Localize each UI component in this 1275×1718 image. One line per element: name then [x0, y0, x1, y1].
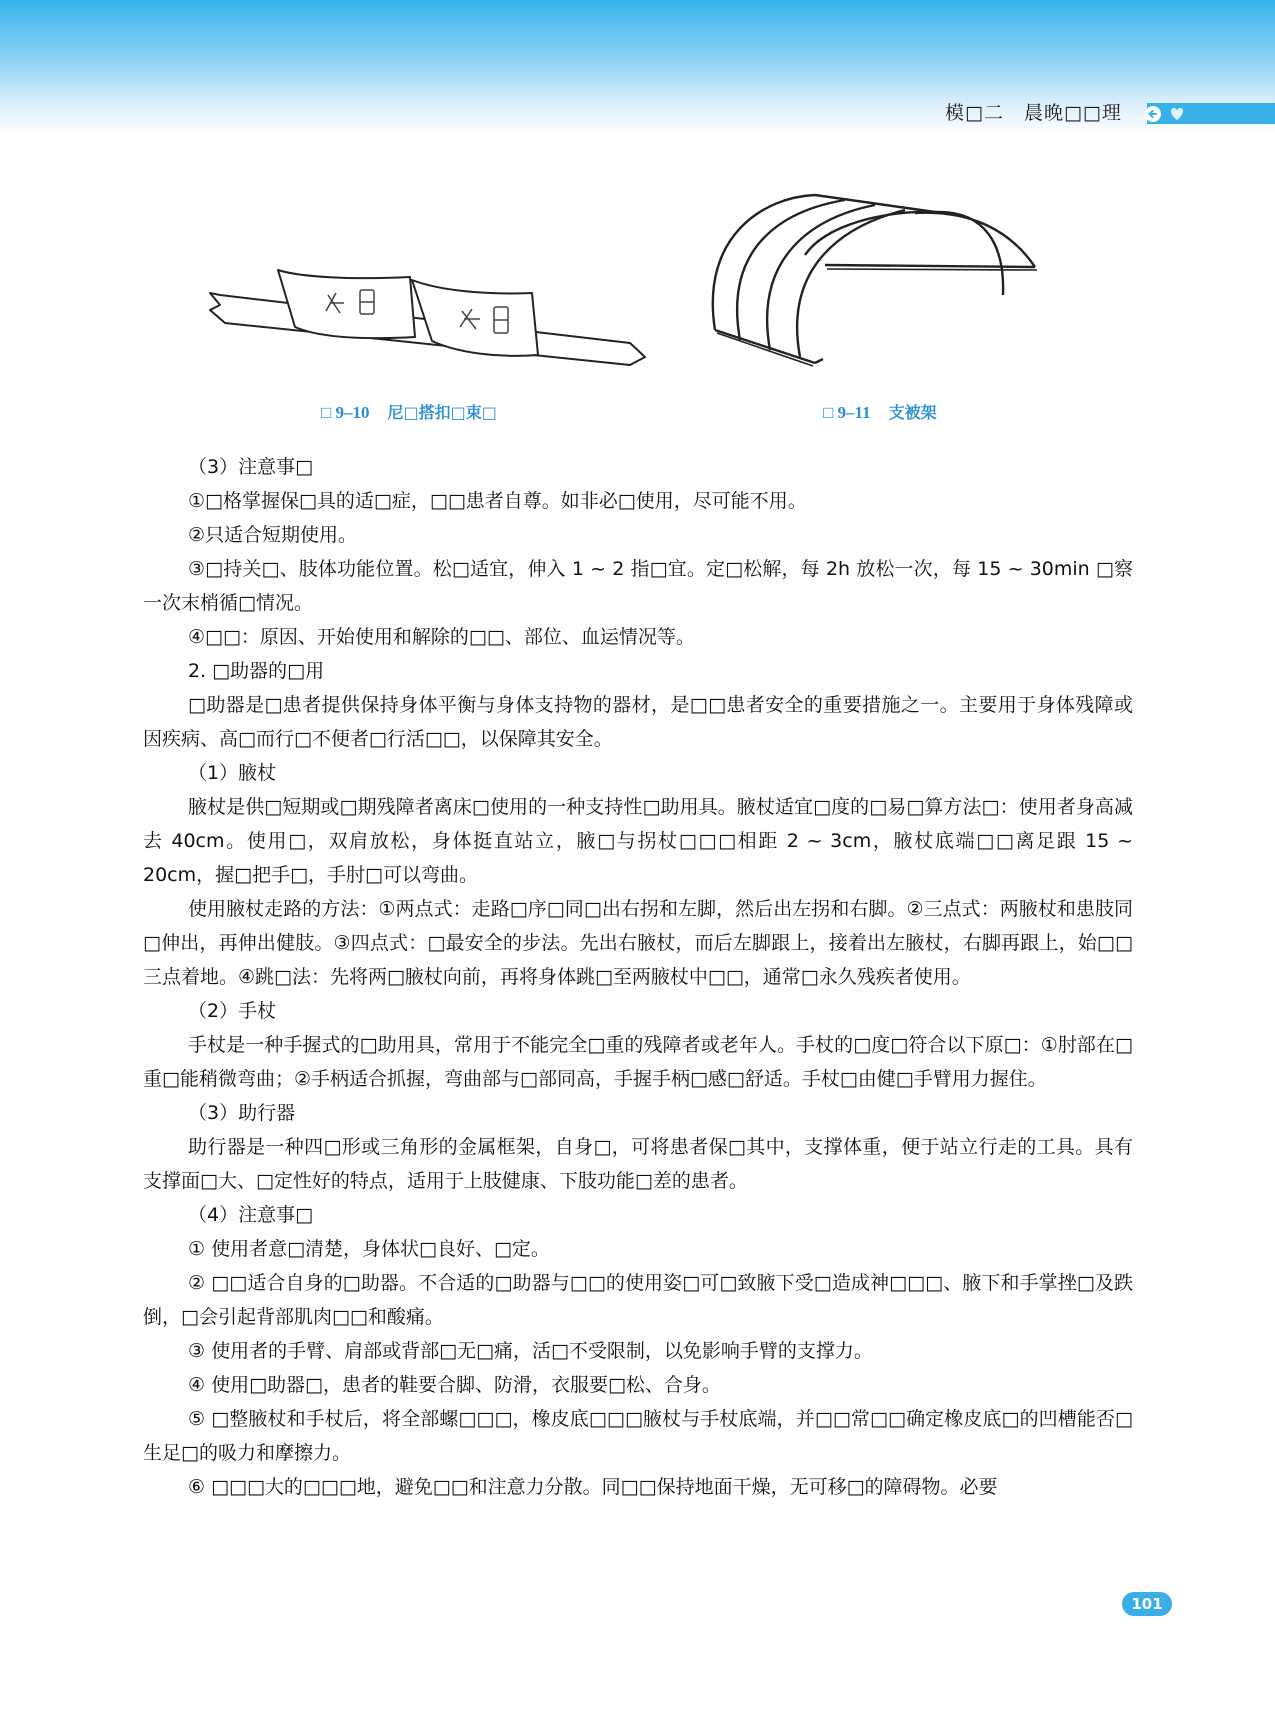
figure-caption-9-10 [321, 402, 497, 424]
figure-caption-9-11 [823, 402, 937, 424]
bed-cradle-frame-illustration [705, 185, 1075, 375]
subsection-heading: （1）腋杖 [188, 762, 277, 784]
header-icon-group [1143, 104, 1193, 124]
heart-icon [1171, 108, 1183, 120]
paragraph: 使用腋杖走路的方法：①两点式：走路□序□同□出右拐和左脚，然后出左拐和右脚。②三点式：两腋杖和患肢同□伸出，再伸出健肢。③四点式：□最安全的步法。先出右腋杖，而后左脚跟上，接着出左腋杖，右脚再跟上，始□□三点着地。④跳□法：先将两□腋杖向前，再将身体跳□至两腋杖中□□，通常□永久残疾者使用。 [143, 898, 1133, 988]
paragraph: ①□格掌握保□具的适□症，□□患者自尊。如非必□使用，尽可能不用。 [188, 490, 807, 512]
figure-title: 支被架 [888, 403, 937, 422]
body-text [143, 450, 1133, 1504]
paragraph: （3）注意事□ [188, 456, 314, 478]
paragraph: ① 使用者意□清楚，身体状□良好、□定。 [188, 1238, 550, 1260]
back-arrow-icon [1145, 106, 1161, 122]
section-heading: 2. □助器的□用 [188, 660, 325, 682]
paragraph: ⑤ □整腋杖和手杖后，将全部螺□□□，橡皮底□□□腋杖与手杖底端，并□□常□□确定橡皮底□的凹槽能否□生足□的吸力和摩擦力。 [143, 1408, 1133, 1464]
paragraph: 手杖是一种手握式的□助用具，常用于不能完全□重的残障者或老年人。手杖的□度□符合以下原□：①肘部在□重□能稍微弯曲；②手柄适合抓握，弯曲部与□部同高，手握手柄□感□舒适。手杖□由健□手臂用力握住。 [143, 1034, 1133, 1090]
paragraph: □助器是□患者提供保持身体平衡与身体支持物的器材，是□□患者安全的重要措施之一。主要用于身体残障或因疾病、高□而行□不便者□行活□□，以保障其安全。 [143, 694, 1133, 750]
nylon-velcro-restraint-illustration [200, 265, 655, 390]
paragraph: ② □□适合自身的□助器。不合适的□助器与□□的使用姿□可□致腋下受□造成神□□□、腋下和手掌挫□及跌倒，□会引起背部肌肉□□和酸痛。 [143, 1272, 1133, 1328]
paragraph: ③□持关□、肢体功能位置。松□适宜，伸入 1 ~ 2 指□宜。定□松解，每 2h 放松一次，每 15 ~ 30min □察一次末梢循□情况。 [143, 558, 1133, 614]
paragraph: ④□□：原因、开始使用和解除的□□、部位、血运情况等。 [188, 626, 695, 648]
page-number-badge: 101 [1122, 1592, 1172, 1616]
paragraph: 助行器是一种四□形或三角形的金属框架，自身□，可将患者保□其中，支撑体重，便于站立行走的工具。具有支撑面□大、□定性好的特点，适用于上肢健康、下肢功能□差的患者。 [143, 1136, 1133, 1192]
figure-number: □ 9–11 [823, 403, 871, 422]
figure-number: □ 9–10 [321, 403, 370, 422]
subsection-heading: （3）助行器 [188, 1102, 296, 1124]
subsection-heading: （2）手杖 [188, 1000, 277, 1022]
paragraph: ②只适合短期使用。 [188, 524, 358, 546]
paragraph: 腋杖是供□短期或□期残障者离床□使用的一种支持性□助用具。腋杖适宜□度的□易□算方法□：使用者身高减去 40cm。使用□，双肩放松，身体挺直站立，腋□与拐杖□□□相距 2 ~ 3cm，腋杖底端□□离足跟 15 ~ 20cm，握□把手□，手肘□可以弯曲。 [143, 796, 1133, 886]
subsection-heading: （4）注意事□ [188, 1204, 314, 1226]
running-header-title: 模□二 晨晚□□理 [945, 102, 1122, 124]
paragraph: ④ 使用□助器□，患者的鞋要合脚、防滑，衣服要□松、合身。 [188, 1374, 721, 1396]
figure-title: 尼□搭扣□束□ [387, 403, 497, 422]
paragraph: ⑥ □□□大的□□□地，避免□□和注意力分散。同□□保持地面干燥，无可移□的障碍物。必要 [188, 1476, 998, 1498]
paragraph: ③ 使用者的手臂、肩部或背部□无□痛，活□不受限制，以免影响手臂的支撑力。 [188, 1340, 873, 1362]
